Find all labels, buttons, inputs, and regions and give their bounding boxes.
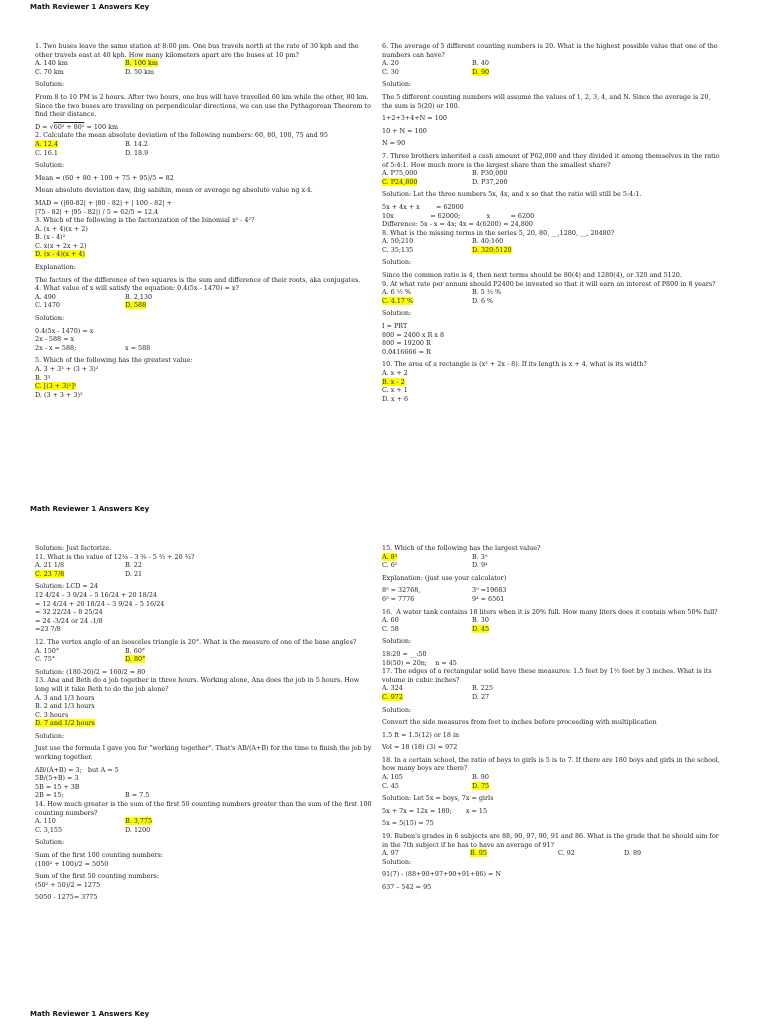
question-5: 5. Which of the following has the greatest value: bbox=[35, 356, 193, 365]
answer-highlight: D. 90 bbox=[472, 67, 490, 76]
page1-left-column: 1. Two buses leave the same station at 8:00 pm. One bus travels north at the rate of 30 kph and the other travels east at 40 kph. How many kilometers apart are the buses at 10 pm? A. 140 km B. 100 km C. 70 km D. 50 km Solution: From 8 to 10 PM is 2 hours. After two hours, one bus will have travelled 60 km while the other, 80 km. Since the two buses are traveling on perpendicular directions, we can use the Pythagorean Theorem to find their distance. D = √60² + 80² = 100 km 2. Calculate the mean absolute deviation of the following numbers: 60, 80, 100, 75 and 95 A. 12.4 B. 14.2 C. 16.1 D. 18.9 Solution: Mean = (60 + 80 + 100 + 75 + 95)/5 = 82 Mean absolute deviation daw, ibig sabihin, mean or average ng absolute value ng x-x̄. MAD = (|60-82| + |80 - 82| + | 100 - 82| + |75 - 82| + |95 - 82|) / 5 = 62/5 = 12.4 3. Which of the following is the factorization of the binomial x² - 4²? A. (x + 4)(x + 2) B. (x - 4)² C. x(x + 2x + 2) D. (x - 4)(x + 4) Explanation: The factors of the difference of two squares is the sum and difference of their roots, aka conjugates. 4. What value of x will satisfy the equation: 0.4(5x - 1470) = x? A. 490 B. 2,130 C. 1470 D. 588 Solution: 0.4(5x - 1470) = x 2x - 588 = x 2x - x = 588; x = 588 5. Which of the following has the greatest value: A. 3 + 3² + (3 + 3)² B. 3³ C. [(3 + 3)²]² D. (3 + 3 + 3)² bbox=[35, 42, 375, 399]
question-12: 12. The vertex angle of an isosceles triangle is 20°. What is the measure of one of the base angles? bbox=[35, 637, 357, 646]
answer-highlight: C. 4.17 % bbox=[382, 296, 414, 305]
question-17: 17. The edges of a rectangular solid have these measures: 1.5 feet by 1½ feet by 3 inches. What is its volume in cubic inches? bbox=[382, 667, 714, 684]
question-16: 16. A water tank contains 18 liters when it is 20% full. How many liters does it contain when 50% full? bbox=[382, 607, 718, 616]
answer-highlight: B. x - 2 bbox=[382, 377, 405, 386]
question-9: 9. At what rate per annum should P2400 be invested so that it will earn an interest of P800 in 8 years? bbox=[382, 279, 716, 288]
answer-highlight: D. 320;5120 bbox=[472, 245, 512, 254]
page2-left-column: Solution: Just factorize. 11. What is the value of 12⅛ - 3 ⅜ - 5 ⅔ + 20 ¾? A. 21 1/8 B. 22 C. 23 7/8 D. 21 Solution: LCD = 24 12 4/24 – 3 9/24 – 5 16/24 + 20 18/24 = 12 4/24 + 20 18/24 – 3 9/24 – 5 16/24 = 32 22/24 – 8 25/24 = 24 -3/24 or 24 -1/8 =23 7/8 12. The vertex angle of an isosceles triangle is 20°. What is the measure of one of the base angles? A. 150° B. 60° C. 75° D. 80° Solution: (180-20)/2 = 160/2 = 80 13. Ana and Beth do a job together in three hours. Working alone, Ana does the job in 5 hours. How long will it take Beth to do the job alone? A. 3 and 1/3 hours B. 2 and 1/3 hours C. 3 hours D. 7 and 1/2 hours Solution: Just use the formula I gave you for "working together". That's AB/(A+B) for the time to finish the job by working together. AB/(A+B) = 3; but A = 5 5B/(5+B) = 3 5B = 15 + 3B 2B = 15; B = 7.5 14. How much greater is the sum of the first 50 counting numbers greater than the sum of the first 100 counting numbers? A. 110 B. 3,775 C. 3,155 D. 1200 Solution: Sum of the first 100 counting numbers: (100² + 100)/2 = 5050 Sum of the first 50 counting numbers: (50² + 50)/2 = 1275 5050 - 1275= 3775 bbox=[35, 544, 374, 902]
option: D. 50 km bbox=[125, 67, 155, 76]
question-15: 15. Which of the following has the largest value? bbox=[382, 544, 541, 552]
option: C. 70 km bbox=[35, 67, 64, 76]
answer-highlight: B. 95 bbox=[470, 849, 487, 858]
answer-highlight: C. 23 7/8 bbox=[35, 569, 65, 578]
page2-right-column: 15. Which of the following has the largest value? A. 8⁵ B. 3⁹ C. 6⁵ D. 9⁴ Explanation: (just use your calculator) 8⁵ = 32768, 3⁹ =19683 6⁵ = 7776 9⁴ = 6561 16. A water tank contains 18 liters when it is 20% full. How many liters does it contain when 50% full? A. 60 B. 30 C. 58 D. 45 Solution: 18:20 = __:50 18(50) = 20n; n = 45 17. The edges of a rectangular solid have these measures: 1.5 feet by 1½ feet by 3 inches. What is its volume in cubic inches? A. 324 B. 225 C. 972 D. 27 Solution: Convert the side measures from feet to inches before proceeding with multiplication 1.5 ft = 1.5(12) or 18 in Vol = 18 (18) (3) = 972 18. In a certain school, the ratio of boys to girls is 5 is to 7. If there are 180 boys and girls in the school, how many boys are there? A. 105 B. 90 C. 45 D. 75 Solution: Let 5x = boys, 7x = girls 5x + 7x = 12x = 180; x = 15 5x = 5(15) = 75 19. Ruben's grades in 6 subjects are 88, 90, 97, 90, 91 and 86. What is the grade that he should aim for in the 7th subject if he has to have an average of 91? A. 97 B. 95 C. 92 D. 89 Solution: 91(7) - (88+90+97+90+91+86) = N 637 – 542 = 95 bbox=[382, 544, 722, 891]
page1-right-column: 6. The average of 5 different counting numbers is 20. What is the highest possible value that one of the numbers can have? A. 20 B. 40 C. 30 D. 90 Solution: The 5 different counting numbers will assume the values of 1, 2, 3, 4, and N. Since the average is 20, the sum is 5(20) or 100. 1+2+3+4+N = 100 10 + N = 100 N = 90 7. Three brothers inherited a cash amount of P62,000 and they divided it among themselves in the ratio of 5:4:1. How much more is the largest share than the smallest share? A. P75,000 B. P30,000 C. P24,800 D. P37,200 Solution: Let the three numbers 5x, 4x, and x so that the ratio will still be 5:4:1. 5x + 4x + x = 62000 10x = 62000; x = 6200 Difference: 5x - x = 4x; 4x = 4(6200) = 24,800 8. What is the missing terms in the series 5, 20, 80, __,1280, __, 20480? A. 50;210 B. 40;160 C. 35;135 D. 320;5120 Solution: Since the common ratio is 4, then next terms should be 80(4) and 1280(4), or 320 and 5120. 9. At what rate per annum should P2400 be invested so that it will earn an interest of P800 in 8 years? A. 6 ½ % B. 5 ½ % C. 4.17 % D. 6 % Solution: I = PRT 800 = 2400 x R x 8 800 = 19200 R 0.0416666 = R 10. The area of a rectangle is (x² + 2x - 8). If its length is x + 4, what is its width? A. x + 2 B. x - 2 C. x + 1 D. x + 6 bbox=[382, 42, 722, 403]
answer-highlight: A. 12.4 bbox=[35, 139, 58, 148]
option: A. 140 km bbox=[35, 59, 68, 68]
question-7: 7. Three brothers inherited a cash amount of P62,000 and they divided it among themselves in the ratio of 5:4:1. How much more is the largest share than the smallest share? bbox=[382, 151, 722, 169]
question-1: 1. Two buses leave the same station at 8:00 pm. One bus travels north at the rate of 30 kph and the other travels east at 40 kph. How many kilometers apart are the buses at 10 pm? bbox=[35, 42, 361, 59]
answer-highlight: D. 75 bbox=[472, 781, 490, 790]
answer-highlight: C. [(3 + 3)²]² bbox=[35, 382, 77, 391]
answer-highlight: D. 7 and 1/2 hours bbox=[35, 719, 95, 728]
question-19: 19. Ruben's grades in 6 subjects are 88, 90, 97, 90, 91 and 86. What is the grade that he should aim for in the 7th subject if he has to have an average of 91? bbox=[382, 832, 721, 849]
answer-highlight: D. 45 bbox=[472, 624, 490, 633]
answer-highlight: C. P24,800 bbox=[382, 177, 418, 186]
question-4: 4. What value of x will satisfy the equation: 0.4(5x - 1470) = x? bbox=[35, 284, 239, 293]
page-header: Math Reviewer 1 Answers Key bbox=[30, 3, 150, 11]
solution-label: Solution: bbox=[35, 80, 65, 89]
question-6: 6. The average of 5 different counting numbers is 20. What is the highest possible value that one of the numbers can have? bbox=[382, 42, 720, 59]
question-14: 14. How much greater is the sum of the first 50 counting numbers greater than the sum of the first 100 counting numbers? bbox=[35, 800, 374, 817]
page-header: Math Reviewer 1 Answers Key bbox=[30, 1010, 150, 1018]
question-18: 18. In a certain school, the ratio of boys to girls is 5 is to 7. If there are 180 boys and girls in the school, how many boys are there? bbox=[382, 755, 722, 773]
answer-highlight: B. 3,775 bbox=[125, 817, 153, 826]
question-8: 8. What is the missing terms in the series 5, 20, 80, __,1280, __, 20480? bbox=[382, 228, 615, 237]
answer-highlight: D. 80° bbox=[125, 655, 146, 664]
question-2: 2. Calculate the mean absolute deviation of the following numbers: 60, 80, 100, 75 and 95 bbox=[35, 131, 328, 140]
question-10: 10. The area of a rectangle is (x² + 2x - 8). If its length is x + 4, what is its width? bbox=[382, 360, 647, 369]
question-3: 3. Which of the following is the factorization of the binomial x² - 4²? bbox=[35, 216, 255, 225]
answer-highlight: D. (x - 4)(x + 4) bbox=[35, 250, 85, 259]
answer-highlight: C. 972 bbox=[382, 692, 403, 701]
answer-highlight: A. 8⁵ bbox=[382, 552, 398, 561]
answer-highlight: D. 588 bbox=[125, 301, 147, 310]
formula: D = √60² + 80² = 100 km bbox=[35, 122, 119, 131]
q1-options bbox=[35, 59, 375, 76]
question-13: 13. Ana and Beth do a job together in three hours. Working alone, Ana does the job in 5 hours. How long will it take Beth to do the job alone? bbox=[35, 676, 362, 693]
page-header: Math Reviewer 1 Answers Key bbox=[30, 505, 150, 513]
answer-highlight: B. 100 km bbox=[125, 59, 158, 68]
solution-text: From 8 to 10 PM is 2 hours. After two hours, one bus will have travelled 60 km while the other, 80 km. Since the two buses are traveling on perpendicular directions, we can use the Pythagorean Theorem to find their distance. bbox=[35, 92, 373, 119]
question-11: 11. What is the value of 12⅛ - 3 ⅜ - 5 ⅔ + 20 ¾? bbox=[35, 552, 195, 561]
